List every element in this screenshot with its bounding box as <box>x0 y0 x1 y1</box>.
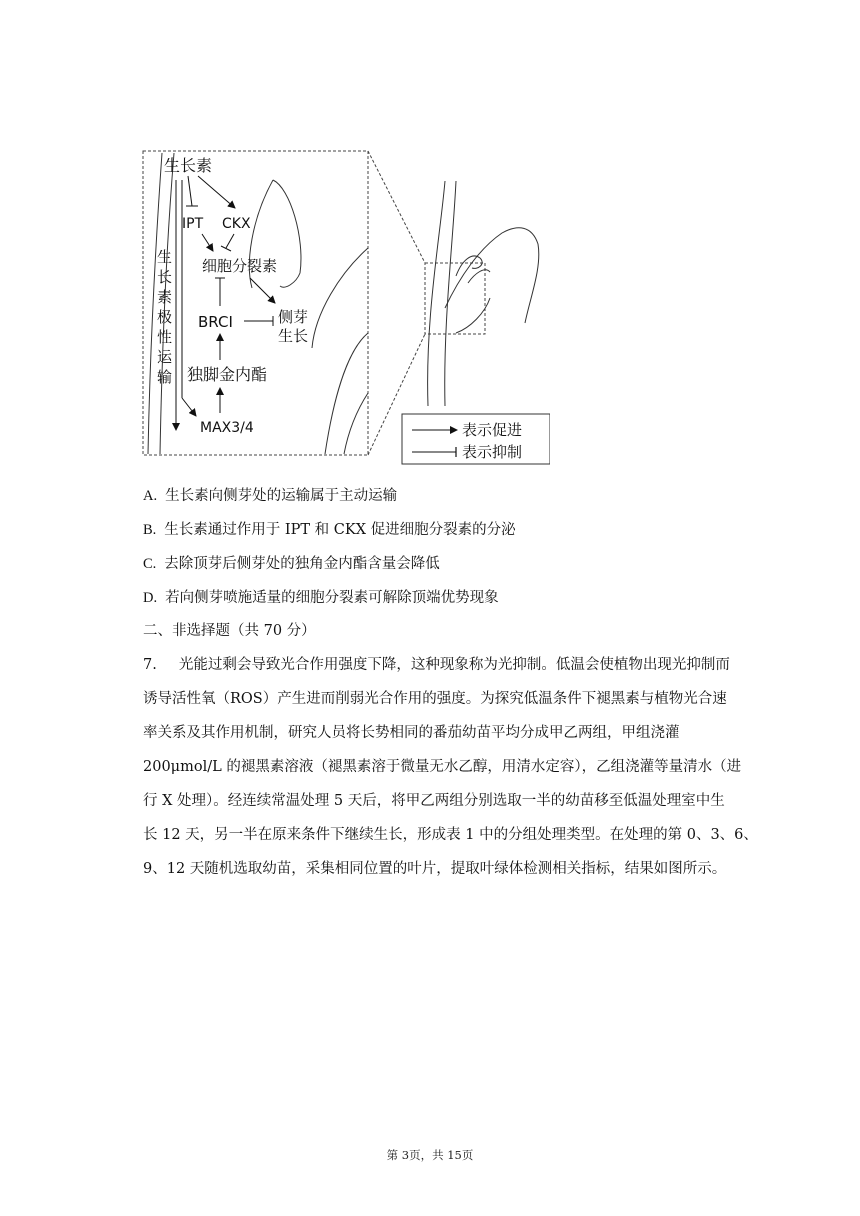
strigolactone-label: 独脚金内酯 <box>187 365 268 384</box>
inhibit-ckx-cytokinin <box>226 234 234 248</box>
svg-text:生: 生 <box>157 248 173 266</box>
arrow-auxin-max <box>182 398 196 416</box>
svg-text:输: 输 <box>157 368 173 386</box>
legend-promote-text: 表示促进 <box>462 421 523 439</box>
ckx-label: CKX <box>222 216 251 232</box>
max-label: MAX3/4 <box>200 420 254 436</box>
option-b-label: B. <box>143 522 157 538</box>
arrow-auxin-ckx <box>198 176 235 208</box>
legend-inhibit-text: 表示抑制 <box>462 443 523 461</box>
option-d <box>143 586 499 607</box>
question-line-4: 200μmol/L 的褪黑素溶液（褪黑素溶于微量无水乙醇，用清水定容），乙组浇灌等量清水（进 <box>143 759 742 775</box>
option-d-label: D. <box>143 590 158 606</box>
inhibit-auxin-ipt <box>188 176 192 206</box>
svg-text:极: 极 <box>157 308 173 326</box>
option-a-text: 生长素向侧芽处的运输属于主动运输 <box>165 488 398 504</box>
section-heading: 二、非选择题（共 70 分） <box>143 623 316 639</box>
option-b <box>143 518 516 539</box>
option-c <box>143 552 440 573</box>
question-line-6: 长 12 天，另一半在原来条件下继续生长，形成表 1 中的分组处理类型。在处理的第 0、3、6、 <box>143 827 758 843</box>
zoom-line-top <box>368 151 425 263</box>
svg-text:性: 性 <box>157 328 173 346</box>
question-line-7: 9、12 天随机选取幼苗，采集相同位置的叶片，提取叶绿体检测相关指标，结果如图所示。 <box>143 861 727 877</box>
svg-text:长: 长 <box>157 268 173 286</box>
cytokinin-label: 细胞分裂素 <box>202 257 278 275</box>
svg-text:运: 运 <box>157 348 173 366</box>
plant-drawing <box>428 181 539 406</box>
lateral-bud-label-1: 侧芽 <box>278 308 309 326</box>
option-b-text: 生长素通过作用于 IPT 和 CKX 促进细胞分裂素的分泌 <box>164 522 516 538</box>
question-line-5: 行 X 处理）。经连续常温处理 5 天后，将甲乙两组分别选取一半的幼苗移至低温处理室中生 <box>143 793 725 809</box>
brc1-label: BRCI <box>198 313 233 331</box>
option-d-text: 若向侧芽喷施适量的细胞分裂素可解除顶端优势现象 <box>165 590 499 606</box>
arrow-cytokinin-bud <box>250 278 275 303</box>
question-text-1: 光能过剩会导致光合作用强度下降，这种现象称为光抑制。低温会使植物出现光抑制而 <box>178 657 730 673</box>
auxin-label: 生长素 <box>164 156 213 175</box>
zoom-box <box>143 151 368 455</box>
arrow-ipt-cytokinin <box>202 234 213 251</box>
option-a-label: A. <box>143 488 158 504</box>
option-a <box>143 484 397 505</box>
svg-text:素: 素 <box>157 288 173 306</box>
question-line-1 <box>143 653 730 674</box>
option-c-text: 去除顶芽后侧芽处的独角金内酯含量会降低 <box>164 556 440 572</box>
question-line-3: 率关系及其作用机制，研究人员将长势相同的番茄幼苗平均分成甲乙两组，甲组浇灌 <box>143 725 680 741</box>
question-line-2: 诱导活性氧（ROS）产生进而削弱光合作用的强度。为探究低温条件下褪黑素与植物光合速 <box>143 691 727 707</box>
inhibit-ckx-cytokinin-bar <box>221 246 231 251</box>
question-number: 7. <box>143 657 157 673</box>
ipt-label: IPT <box>182 216 204 232</box>
diagram-svg <box>140 148 550 468</box>
lateral-bud-label-2: 生长 <box>278 327 309 345</box>
option-c-label: C. <box>143 556 157 572</box>
stem-outline-zoomed <box>148 153 368 454</box>
hormone-regulation-figure <box>140 148 550 468</box>
polar-transport-label <box>157 248 173 386</box>
page-footer: 第 3页，共 15页 <box>386 1148 474 1162</box>
